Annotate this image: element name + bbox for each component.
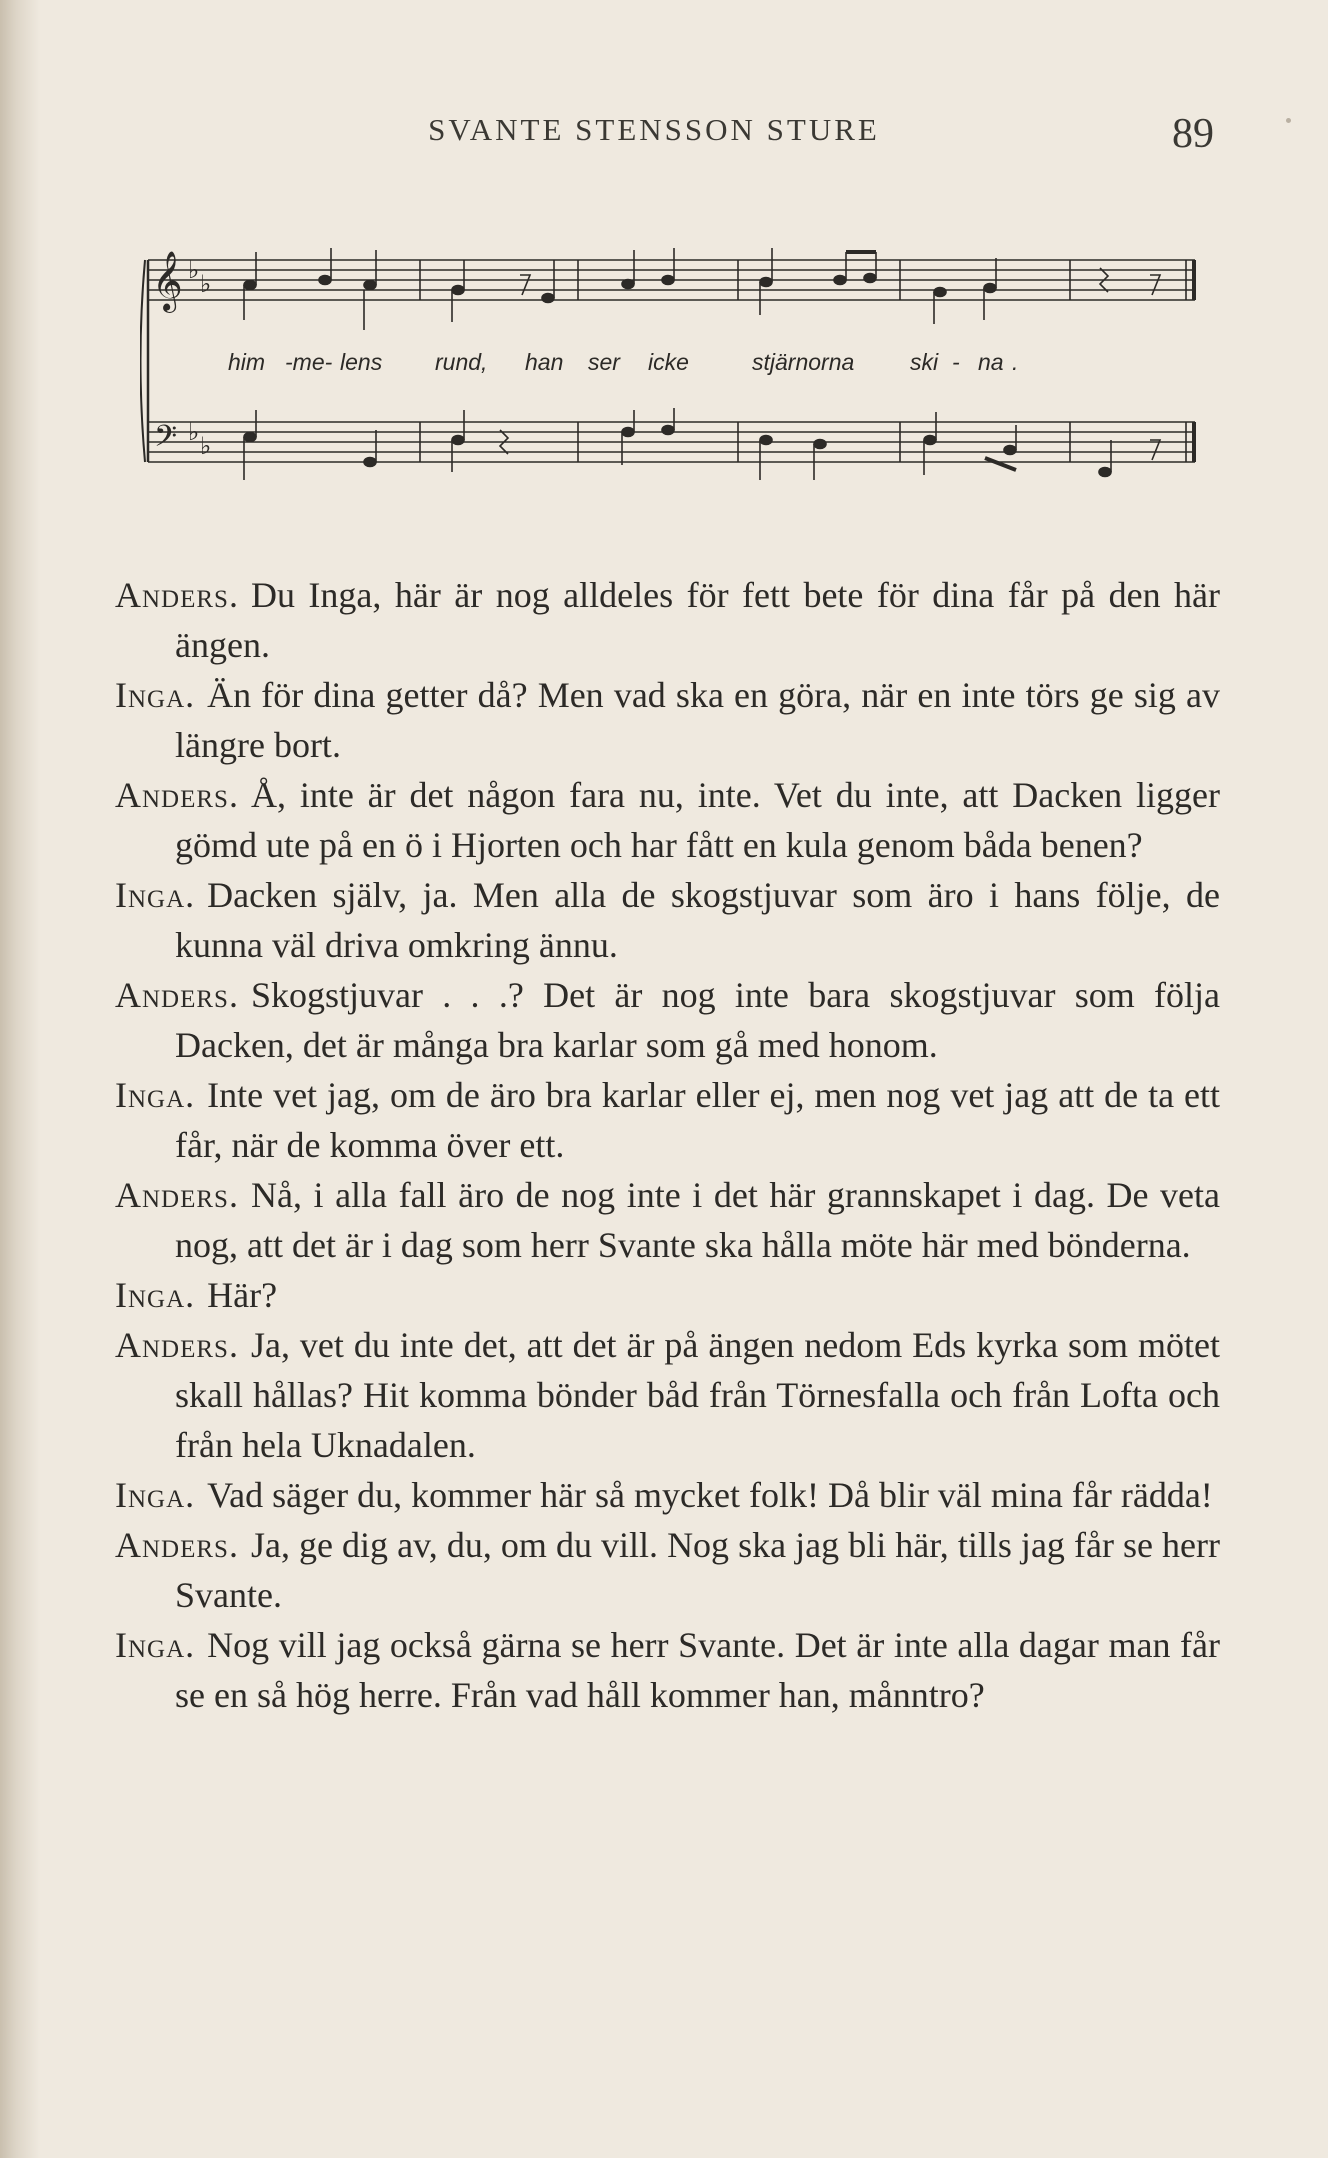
speech-text: Å, inte är det någon fara nu, inte. Vet du inte, att Dacken ligger gömd ute på en ö i Hjorten och har fått en kula genom båda benen? <box>175 775 1220 865</box>
speech-text: Vad säger du, kommer här så mycket folk! Då blir väl mina får rädda! <box>207 1475 1213 1515</box>
running-head: SVANTE STENSSON STURE <box>428 112 880 147</box>
speech-line <box>115 1470 1220 1520</box>
page-gutter-shadow <box>0 0 40 2158</box>
speaker-name: Inga. <box>115 1475 196 1515</box>
music-score <box>140 240 1200 500</box>
speaker-name: Anders. <box>115 975 239 1015</box>
speech-text: Nog vill jag också gärna se herr Svante. Det är inte alla dagar man får se en så hög herre. Från vad håll kommer han, månntro? <box>175 1625 1220 1715</box>
speech-line <box>115 1070 1220 1170</box>
speech-text: Ja, ge dig av, du, om du vill. Nog ska jag bli här, tills jag får se herr Svante. <box>175 1525 1220 1615</box>
svg-text:𝄢: 𝄢 <box>154 420 178 461</box>
speech-text: Än för dina getter då? Men vad ska en göra, när en inte törs ge sig av längre bort. <box>175 675 1220 765</box>
lyric-syllable: stjärnorna <box>752 349 855 375</box>
speech-line <box>115 670 1220 770</box>
speaker-name: Anders. <box>115 575 239 615</box>
speaker-name: Inga. <box>115 675 196 715</box>
speech-line <box>115 1620 1220 1720</box>
lyric-syllable: icke <box>648 349 689 375</box>
speech-line <box>115 1320 1220 1470</box>
svg-text:♭: ♭ <box>200 434 212 460</box>
speaker-name: Inga. <box>115 875 196 915</box>
speech-text: Du Inga, här är nog alldeles för fett bete för dina får på den här ängen. <box>175 575 1220 665</box>
speaker-name: Inga. <box>115 1275 196 1315</box>
lyric-syllable: - <box>952 349 960 375</box>
speech-line <box>115 570 1220 670</box>
speech-text: Skogstjuvar . . .? Det är nog inte bara skogstjuvar som följa Dacken, det är många bra karlar som gå med honom. <box>175 975 1220 1065</box>
speech-text: Dacken själv, ja. Men alla de skogstjuvar som äro i hans följe, de kunna väl driva omkring ännu. <box>175 875 1220 965</box>
page-number: 89 <box>1172 111 1214 157</box>
speaker-name: Inga. <box>115 1625 196 1665</box>
speech-text: Här? <box>207 1275 278 1315</box>
speech-line <box>115 1520 1220 1620</box>
lyric-syllable: na <box>978 349 1004 375</box>
lyric-syllable: him <box>228 349 266 375</box>
lyric-syllable: han <box>525 349 564 375</box>
music-staff-svg <box>140 240 1200 500</box>
speech-text: Nå, i alla fall äro de nog inte i det här grannskapet i dag. De veta nog, att det är i dag som herr Svante ska hålla möte här med bönderna. <box>175 1175 1220 1265</box>
svg-text:♭: ♭ <box>188 258 200 284</box>
speech-text: Ja, vet du inte det, att det är på ängen nedom Eds kyrka som mötet skall hållas? Hit komma bönder båd från Törnesfalla och från Lofta och från hela Uknadalen. <box>175 1325 1220 1465</box>
lyric-syllable: . <box>1012 349 1019 375</box>
speaker-name: Inga. <box>115 1075 196 1115</box>
speaker-name: Anders. <box>115 1175 239 1215</box>
speech-line <box>115 1170 1220 1270</box>
svg-text:♭: ♭ <box>188 420 200 446</box>
lyric-syllable: ski <box>910 349 939 375</box>
speaker-name: Anders. <box>115 1325 239 1365</box>
lyric-syllable: ser <box>588 349 620 375</box>
speech-line <box>115 1270 1220 1320</box>
lyric-syllable: -me- <box>285 349 333 375</box>
speech-line <box>115 970 1220 1070</box>
svg-text:𝄞: 𝄞 <box>152 251 183 311</box>
speech-line <box>115 770 1220 870</box>
dialogue-text <box>115 570 1220 1720</box>
speaker-name: Anders. <box>115 1525 239 1565</box>
lyric-syllable: rund, <box>435 349 488 375</box>
svg-text:♭: ♭ <box>200 272 212 298</box>
speaker-name: Anders. <box>115 775 239 815</box>
lyric-syllable: lens <box>340 349 383 375</box>
speech-line <box>115 870 1220 970</box>
speech-text: Inte vet jag, om de äro bra karlar eller ej, men nog vet jag att de ta ett får, när de komma över ett. <box>175 1075 1220 1165</box>
